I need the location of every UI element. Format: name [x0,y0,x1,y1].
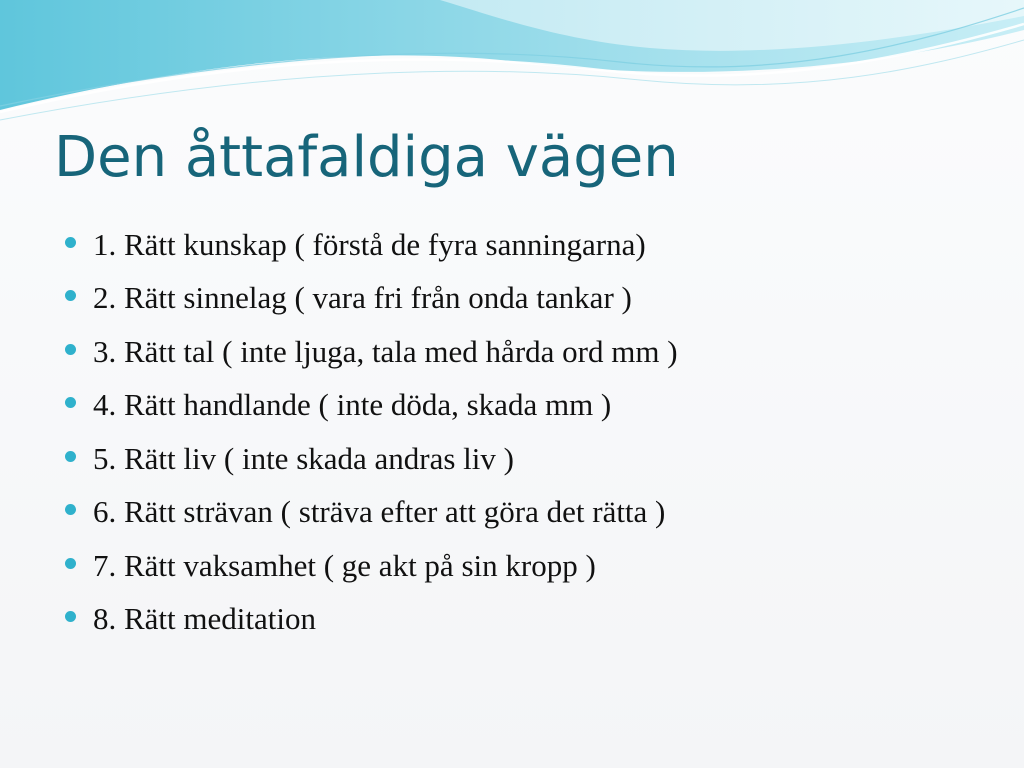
bullet-text: 1. Rätt kunskap ( förstå de fyra sanningarna) [93,226,646,262]
list-item [62,593,678,647]
wave-decoration [0,0,1024,130]
bullet-dot-icon [65,344,76,355]
list-item [62,272,678,326]
bullet-dot-icon [65,237,76,248]
bullet-text: 6. Rätt strävan ( sträva efter att göra det rätta ) [93,494,666,530]
bullet-text: 8. Rätt meditation [93,601,316,637]
bullet-text: 7. Rätt vaksamhet ( ge akt på sin kropp ) [93,547,596,583]
bullet-dot-icon [65,611,76,622]
bullet-dot-icon [65,290,76,301]
list-item [62,325,678,379]
bullet-list [62,218,678,646]
list-item [62,218,678,272]
list-item [62,432,678,486]
bullet-dot-icon [65,451,76,462]
bullet-dot-icon [65,558,76,569]
bullet-text: 5. Rätt liv ( inte skada andras liv ) [93,440,514,476]
bullet-dot-icon [65,504,76,515]
list-item [62,486,678,540]
slide-title: Den åttafaldiga vägen [54,125,679,190]
bullet-text: 4. Rätt handlande ( inte döda, skada mm ) [93,387,612,423]
bullet-text: 2. Rätt sinnelag ( vara fri från onda tankar ) [93,280,632,316]
list-item [62,379,678,433]
list-item [62,539,678,593]
bullet-dot-icon [65,397,76,408]
bullet-text: 3. Rätt tal ( inte ljuga, tala med hårda ord mm ) [93,333,678,369]
